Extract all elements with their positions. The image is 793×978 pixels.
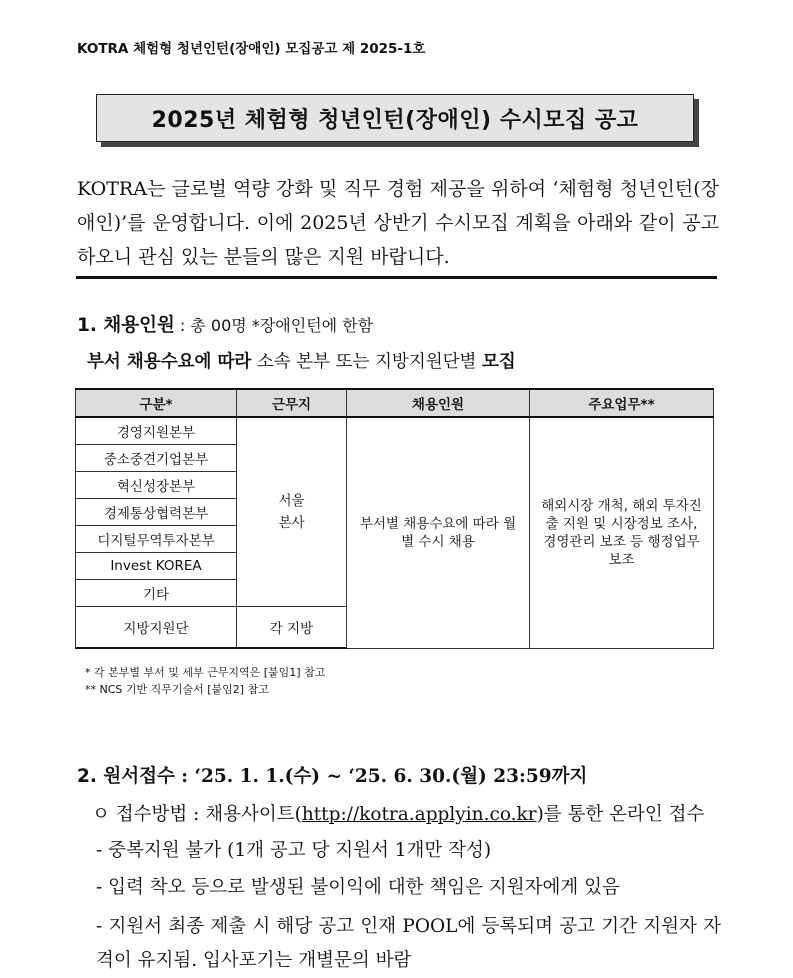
application-site-link[interactable]: http://kotra.applyin.co.kr xyxy=(301,804,537,825)
table-header-row xyxy=(76,389,714,417)
hq-location-line1: 서울 xyxy=(278,493,305,509)
list-item: - 중복지원 불가 (1개 공고 당 지원서 1개만 작성) xyxy=(96,840,492,861)
recruitment-table xyxy=(75,388,714,649)
section2-title: 2. 원서접수 xyxy=(77,766,175,787)
dept-cell: 디지털무역투자본부 xyxy=(76,526,237,553)
method-suffix: )를 통한 온라인 접수 xyxy=(536,804,705,825)
intro-paragraph: KOTRA는 글로벌 역량 강화 및 직무 경험 제공을 위하여 ‘체험형 청년인턴(장애인)’를 운영합니다. 이에 2025년 상반기 수시모집 계획을 아래와 같이 공고하오니 관심 있는 분들의 많은 지원 바랍니다. xyxy=(77,178,719,268)
section-divider xyxy=(76,276,717,279)
section1-title: 1. 채용인원 xyxy=(77,315,175,336)
sub-part3: 모집 xyxy=(482,352,516,372)
header-duties: 주요업무** xyxy=(530,389,714,417)
section2-period: : ‘25. 1. 1.(수) ~ ‘25. 6. 30.(월) 23:59까지 xyxy=(174,766,588,787)
table-row xyxy=(76,417,714,445)
title-block xyxy=(96,94,698,147)
page-title: 2025년 체험형 청년인턴(장애인) 수시모집 공고 xyxy=(96,94,694,142)
section2-heading xyxy=(77,762,587,788)
hq-location-cell xyxy=(237,417,347,607)
note-1: * 각 본부별 부서 및 세부 근무지역은 [붙임1] 참고 xyxy=(85,666,326,679)
duties-cell: 해외시장 개척, 해외 투자진출 지원 및 시장정보 조사, 경영관리 보조 등 행정업무 보조 xyxy=(530,417,714,648)
header-category: 구분* xyxy=(76,389,237,417)
section1-note: : 총 00명 *장애인턴에 한함 xyxy=(174,316,374,335)
sub-part2: 소속 본부 또는 지방지원단별 xyxy=(251,352,483,372)
note-2: ** NCS 기반 직무기술서 [붙임2] 참고 xyxy=(85,683,269,696)
method-prefix: ㅇ 접수방법 : 채용사이트( xyxy=(92,804,302,825)
dept-cell: 기타 xyxy=(76,580,237,607)
application-method xyxy=(92,800,704,826)
table-notes xyxy=(85,664,325,698)
dept-cell: 경제통상협력본부 xyxy=(76,499,237,526)
regional-dept-cell: 지방지원단 xyxy=(76,607,237,649)
dept-cell: 경영지원본부 xyxy=(76,417,237,445)
hq-location-line2: 본사 xyxy=(278,515,305,531)
list-item: - 지원서 최종 제출 시 해당 공고 인재 POOL에 등록되며 공고 기간 지원자 자격이 유지됨. 입사포기는 개별문의 바람 xyxy=(96,916,721,971)
header-location: 근무지 xyxy=(237,389,347,417)
document-header: KOTRA 체험형 청년인턴(장애인) 모집공고 제 2025-1호 xyxy=(77,41,426,57)
hiring-cell: 부서별 채용수요에 따라 월별 수시 채용 xyxy=(347,417,530,648)
list-item: - 입력 착오 등으로 발생된 불이익에 대한 책임은 지원자에게 있음 xyxy=(96,877,620,898)
header-hiring: 채용인원 xyxy=(347,389,530,417)
dept-cell: 혁신성장본부 xyxy=(76,472,237,499)
dept-cell: Invest KOREA xyxy=(76,553,237,580)
section1-subline xyxy=(87,348,516,373)
regional-location-cell: 각 지방 xyxy=(237,607,347,649)
dept-cell: 중소중견기업본부 xyxy=(76,445,237,472)
section1-heading xyxy=(77,311,373,337)
sub-part1: 부서 채용수요에 따라 xyxy=(87,352,252,372)
